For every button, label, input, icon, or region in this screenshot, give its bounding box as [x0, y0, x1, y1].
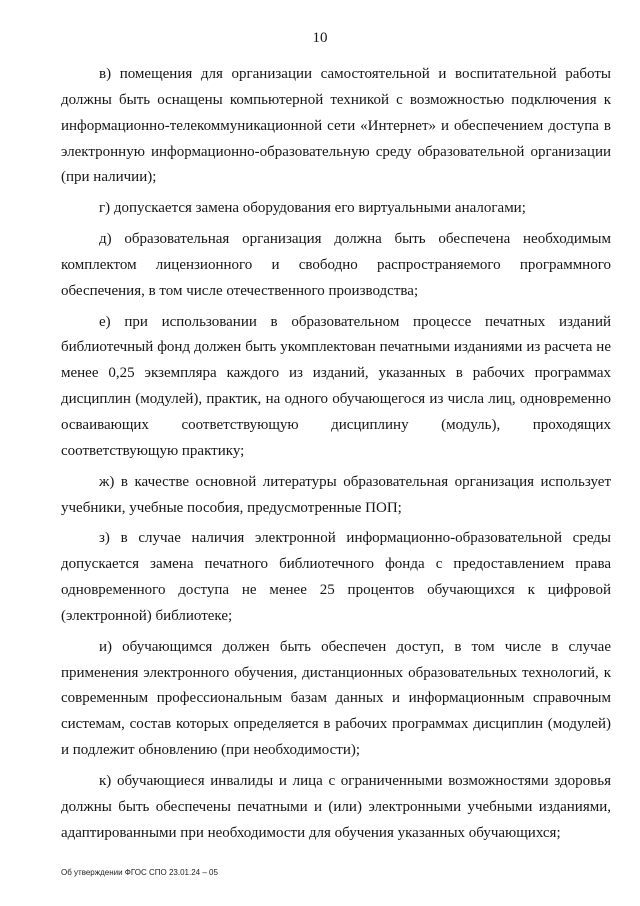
paragraph-g: г) допускается замена оборудования его виртуальными аналогами;: [99, 200, 526, 217]
page-number: 10: [312, 30, 328, 46]
paragraph-d: д) образовательная организация должна быть обеспечена необходимым комплектом лицензионного и свободно распространяемого программного обеспечения, в том числе отечественного производства;: [61, 231, 611, 299]
paragraph-z: з) в случае наличия электронной информационно-образовательной среды допускается замена печатного библиотечного фонда с предоставлением права одновременного доступа не менее 25 процентов обучающихся к цифровой (электронной) библиотеке;: [61, 530, 611, 624]
paragraph-zh: ж) в качестве основной литературы образовательная организация использует учебники, учебные пособия, предусмотренные ПОП;: [61, 473, 611, 516]
paragraph-v: в) помещения для организации самостоятельной и воспитательной работы должны быть оснащены компьютерной техникой с возможностью подключения к информационно-телекоммуникационной сети «Интернет» и обеспечением доступа в электронную информационно-образовательную среду образовательной организации (при наличии);: [61, 66, 611, 186]
paragraph-i: и) обучающимся должен быть обеспечен доступ, в том числе в случае применения электронного обучения, дистанционных образовательных технологий, к современным профессиональным базам данных и информационным справочным системам, состав которых определяется в рабочих программах дисциплин (модулей) и подлежит обновлению (при необходимости);: [61, 638, 611, 759]
page-footer: Об утверждении ФГОС СПО 23.01.24 – 05: [61, 868, 218, 877]
paragraph-k: к) обучающиеся инвалиды и лица с ограниченными возможностями здоровья должны быть обеспечены печатными и (или) электронными учебными изданиями, адаптированными при необходимости для обучения указанных обучающихся;: [61, 772, 611, 841]
document-body: [61, 62, 611, 846]
paragraph-e: е) при использовании в образовательном процессе печатных изданий библиотечный фонд должен быть укомплектован печатными изданиями из расчета не менее 0,25 экземпляра каждого из изданий, указанных в рабочих программах дисциплин (модулей), практик, на одного обучающегося из числа лиц, одновременно осваивающих соответствующую дисциплину (модуль), проходящих соответствующую практику;: [61, 313, 611, 459]
